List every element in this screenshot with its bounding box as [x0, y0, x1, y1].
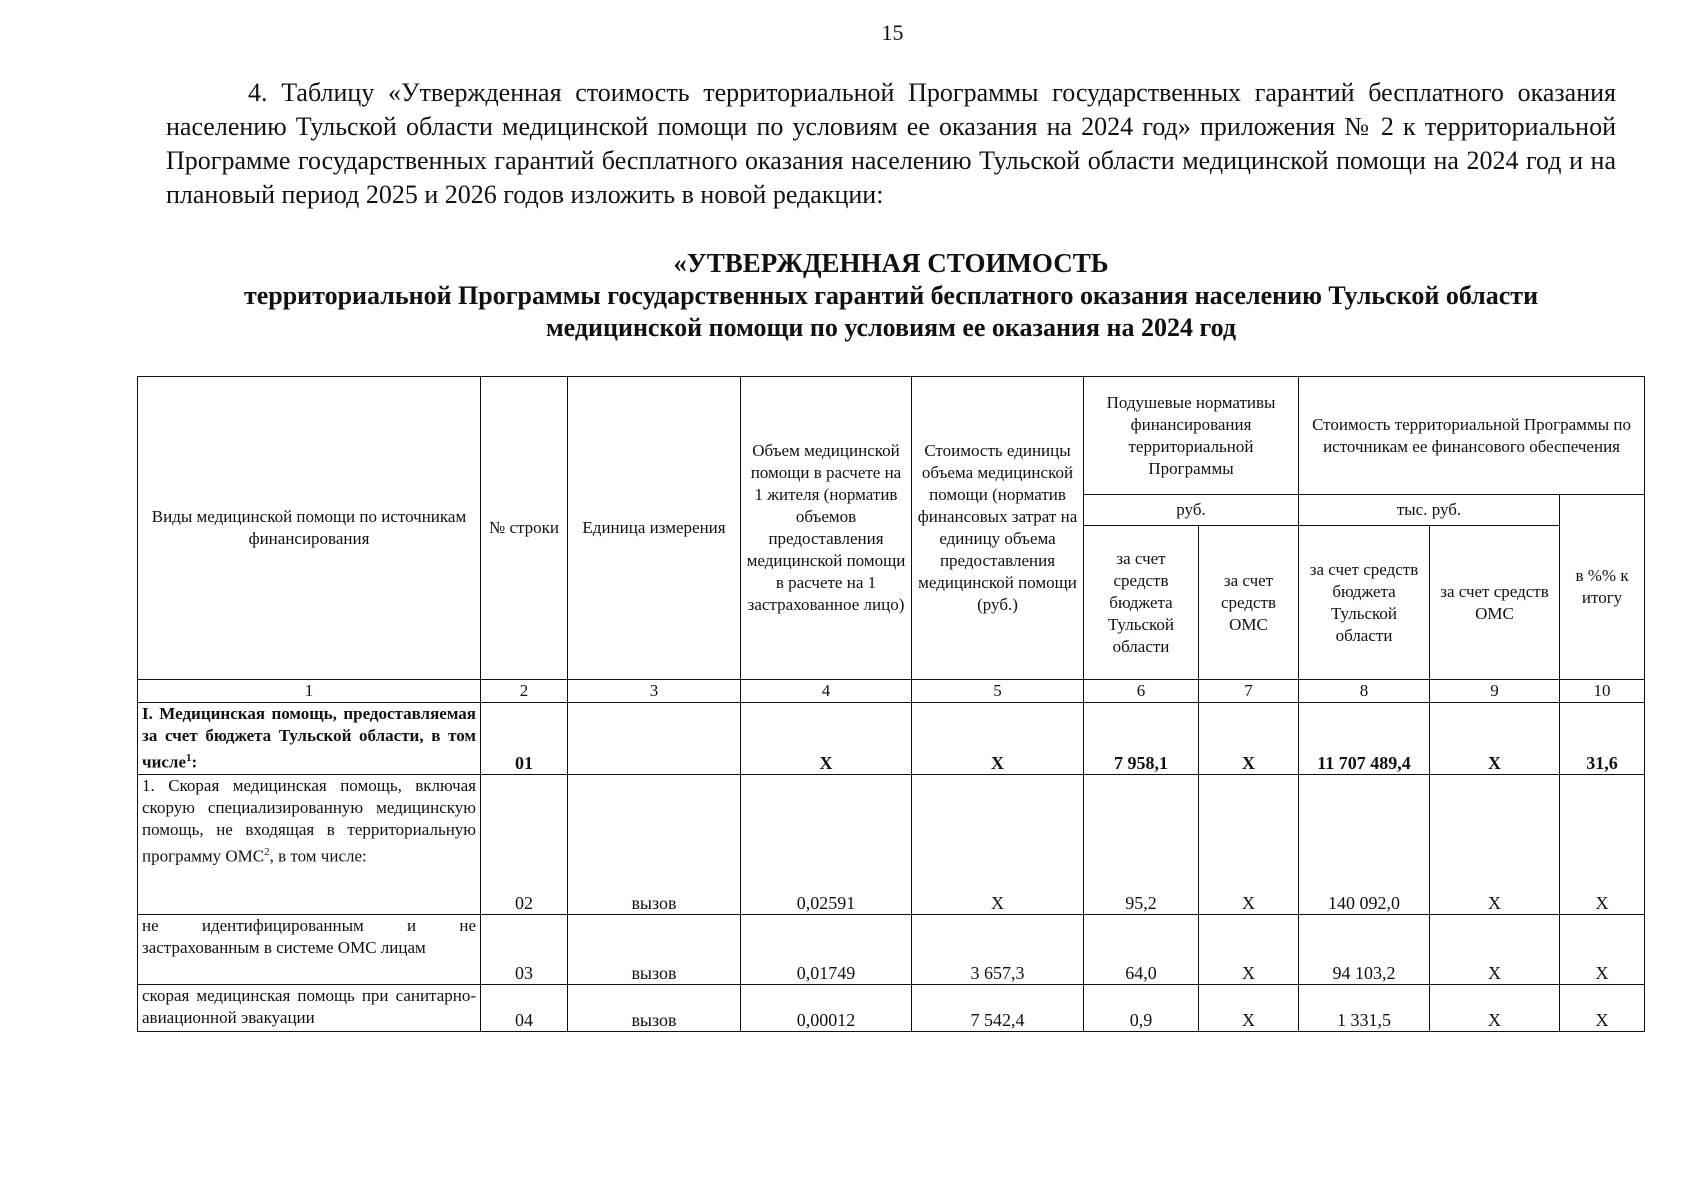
row-code: 04	[481, 984, 568, 1031]
row-code: 01	[481, 703, 568, 775]
row-c-budget: 11 707 489,4	[1299, 703, 1430, 775]
title-line-1: «УТВЕРЖДЕННАЯ СТОИМОСТЬ	[673, 248, 1109, 278]
row-pc-oms: Х	[1199, 774, 1299, 914]
page-number: 15	[881, 20, 904, 45]
footnote-mark: 1	[186, 752, 192, 764]
row-pc-budget: 7 958,1	[1084, 703, 1199, 775]
column-number: 7	[1199, 680, 1299, 703]
header-cost-program: Стоимость территориальной Программы по источникам ее финансового обеспечения	[1299, 377, 1645, 495]
row-pc-oms: Х	[1199, 914, 1299, 984]
header-rub: руб.	[1084, 495, 1299, 526]
column-number: 5	[912, 680, 1084, 703]
column-number: 10	[1560, 680, 1645, 703]
header-unit: Единица измерения	[568, 377, 741, 680]
header-thous-rub: тыс. руб.	[1299, 495, 1560, 526]
column-number: 1	[138, 680, 481, 703]
column-numbers-row	[138, 680, 1645, 703]
row-volume: 0,02591	[741, 774, 912, 914]
row-cost: Х	[912, 774, 1084, 914]
row-c-oms: Х	[1430, 914, 1560, 984]
header-types: Виды медицинской помощи по источникам финансирования	[138, 377, 481, 680]
row-pct: 31,6	[1560, 703, 1645, 775]
column-number: 4	[741, 680, 912, 703]
row-name	[138, 984, 481, 1031]
header-pc-budget: за счет средств бюджета Тульской области	[1084, 526, 1199, 680]
row-unit: вызов	[568, 914, 741, 984]
title-line-3: медицинской помощи по условиям ее оказания на 2024 год	[545, 313, 1237, 342]
table-row	[138, 984, 1645, 1031]
column-number: 3	[568, 680, 741, 703]
footnote-mark: 2	[264, 845, 270, 858]
row-c-budget: 94 103,2	[1299, 914, 1430, 984]
row-unit: вызов	[568, 984, 741, 1031]
row-cost: 7 542,4	[912, 984, 1084, 1031]
row-code: 02	[481, 774, 568, 914]
header-row-no: № строки	[481, 377, 568, 680]
row-name-text: I. Медицинская помощь, предоставляемая за счет бюджета Тульской области, в том числе	[142, 704, 476, 772]
row-pc-budget: 95,2	[1084, 774, 1199, 914]
row-cost: Х	[912, 703, 1084, 775]
row-name	[138, 774, 481, 914]
row-pct: Х	[1560, 774, 1645, 914]
column-number: 2	[481, 680, 568, 703]
row-c-oms: Х	[1430, 984, 1560, 1031]
header-volume: Объем медицинской помощи в расчете на 1 жителя (норматив объемов предоставления медицинской помощи в расчете на 1 застрахованное лицо)	[741, 377, 912, 680]
row-name	[138, 914, 481, 984]
column-number: 9	[1430, 680, 1560, 703]
row-c-budget: 140 092,0	[1299, 774, 1430, 914]
column-number: 6	[1084, 680, 1199, 703]
table-row	[138, 914, 1645, 984]
row-name-suffix: :	[191, 752, 198, 772]
row-code: 03	[481, 914, 568, 984]
row-name	[138, 703, 481, 775]
header-c-oms: за счет средств ОМС	[1430, 526, 1560, 680]
intro-paragraph: 4. Таблицу «Утвержденная стоимость территориальной Программы государственных гарантий бесплатного оказания населению Тульской области медицинской помощи по условиям ее оказания на 2024 год» приложения № 2 к территориальной Программе государственных гарантий бесплатного оказания населению Тульской области медицинской помощи на 2024 год и на плановый период 2025 и 2026 годов изложить в новой редакции:	[166, 78, 1616, 209]
header-pc-oms: за счет средств ОМС	[1199, 526, 1299, 680]
row-volume: 0,01749	[741, 914, 912, 984]
table-row	[138, 774, 1645, 914]
header-c-budget: за счет средств бюджета Тульской области	[1299, 526, 1430, 680]
row-c-oms: Х	[1430, 703, 1560, 775]
row-name-text: не идентифицированным и не застрахованным в системе ОМС лицам	[142, 915, 476, 957]
row-name-text: скорая медицинская помощь при санитарно-авиационной эвакуации	[142, 985, 476, 1027]
header-percent: в %% к итогу	[1560, 495, 1645, 680]
header-per-capita: Подушевые нормативы финансирования территориальной Программы	[1084, 377, 1299, 495]
document-title	[166, 246, 1616, 344]
row-name-text: 1. Скорая медицинская помощь, включая скорую специализированную медицинскую помощь, не входящая в территориальную программу ОМС	[142, 775, 476, 866]
row-pct: Х	[1560, 984, 1645, 1031]
cost-table	[137, 376, 1645, 1032]
row-unit: вызов	[568, 774, 741, 914]
header-cost-unit: Стоимость единицы объема медицинской помощи (норматив финансовых затрат на единицу объема предоставления медицинской помощи (руб.)	[912, 377, 1084, 680]
title-line-2: территориальной Программы государственных гарантий бесплатного оказания населению Тульской области	[243, 281, 1539, 310]
row-cost: 3 657,3	[912, 914, 1084, 984]
row-pc-budget: 64,0	[1084, 914, 1199, 984]
row-c-oms: Х	[1430, 774, 1560, 914]
row-pc-budget: 0,9	[1084, 984, 1199, 1031]
row-name-suffix: , в том числе:	[269, 846, 367, 866]
row-pc-oms: Х	[1199, 703, 1299, 775]
table-row	[138, 703, 1645, 775]
row-volume: Х	[741, 703, 912, 775]
row-pct: Х	[1560, 914, 1645, 984]
row-pc-oms: Х	[1199, 984, 1299, 1031]
column-number: 8	[1299, 680, 1430, 703]
row-c-budget: 1 331,5	[1299, 984, 1430, 1031]
row-volume: 0,00012	[741, 984, 912, 1031]
row-unit	[568, 703, 741, 775]
